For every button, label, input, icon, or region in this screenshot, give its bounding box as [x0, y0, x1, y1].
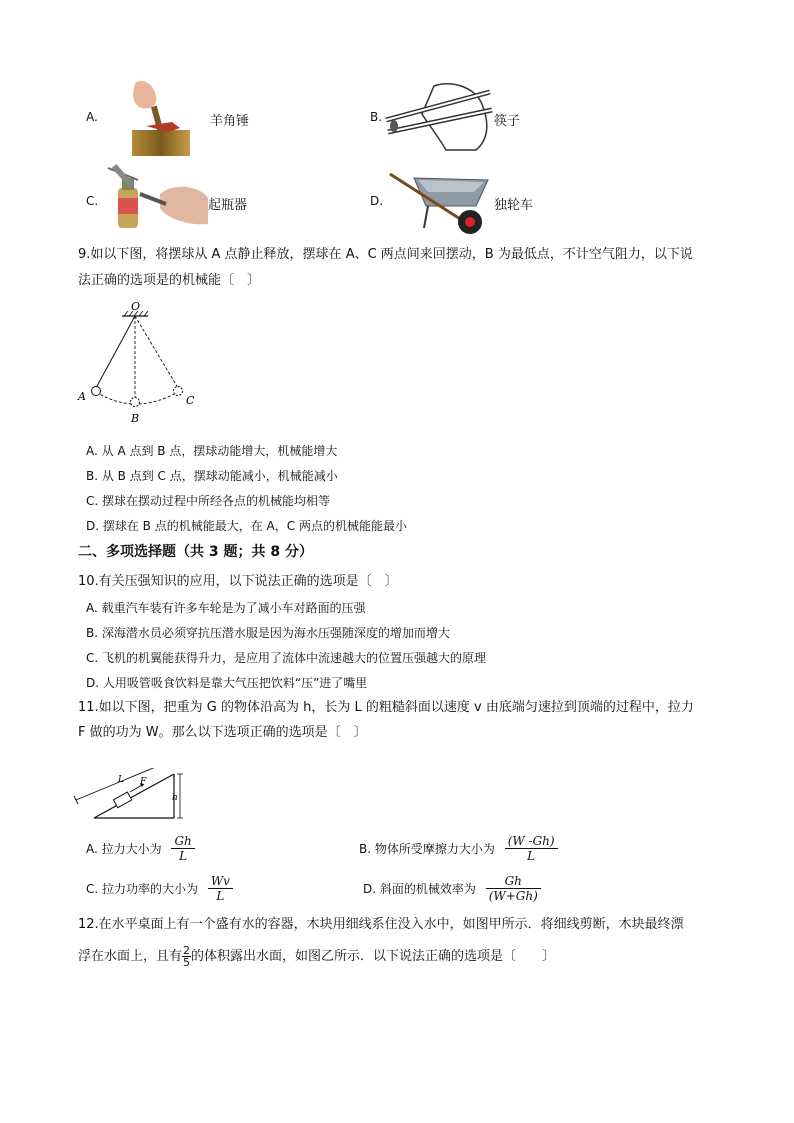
fraction-denominator: L	[216, 889, 225, 903]
fraction-numerator: Gh	[171, 834, 194, 849]
q11-option-c-text: C. 拉力功率的大小为	[86, 882, 199, 896]
q11-option-d-text: D. 斜面的机械效率为	[363, 882, 476, 896]
bottle-opener-image	[104, 164, 210, 228]
q11-option-a[interactable]	[86, 834, 195, 863]
option-letter-b: B.	[370, 110, 383, 124]
label-l: L	[118, 775, 124, 785]
q12-stem-line1: 12.在水平桌面上有一个盛有水的容器，木块用细线系住没入水中，如图甲所示．将细线剪断，木块最终漂	[78, 917, 684, 932]
q11-option-d-fraction	[486, 874, 541, 903]
q11-option-b-text: B. 物体所受摩擦力大小为	[359, 842, 495, 856]
label-b: B	[131, 412, 140, 425]
q9-stem-line2: 法正确的选项是的机械能〔 〕	[78, 273, 261, 288]
q10-option-b[interactable]: B. 深海潜水员必须穿抗压潜水服是因为海水压强随深度的增加而增大	[86, 626, 450, 640]
fraction-numerator: Wv	[208, 874, 233, 889]
q9-option-d[interactable]: D. 摆球在 B 点的机械能最大，在 A，C 两点的机械能能最小	[86, 519, 407, 533]
q12-stem-line2	[78, 944, 555, 970]
q11-option-b-fraction	[505, 834, 558, 863]
option-label-c: 起瓶器	[208, 198, 248, 213]
fraction-numerator: (W -Gh)	[505, 834, 558, 849]
q9-option-c[interactable]: C. 摆球在摆动过程中所经各点的机械能均相等	[86, 494, 331, 508]
label-c: C	[186, 394, 195, 407]
label-a: A	[78, 390, 86, 403]
q11-option-b[interactable]	[359, 834, 558, 863]
q11-option-c[interactable]	[86, 874, 233, 903]
q9-option-b[interactable]: B. 从 B 点到 C 点，摆球动能减小，机械能减小	[86, 469, 338, 483]
option-letter-a: A.	[86, 110, 98, 124]
fraction-denominator: (W+Gh)	[488, 889, 538, 903]
fraction-numerator: Gh	[486, 874, 541, 889]
q12-fraction	[182, 945, 191, 968]
q11-option-a-text: A. 拉力大小为	[86, 842, 162, 856]
option-label-d: 独轮车	[494, 198, 534, 213]
q9-stem-line1: 9.如以下图，将摆球从 A 点静止释放，摆球在 A、C 两点间来回摆动，B 为最低点，不计空气阻力，以下说	[78, 247, 693, 262]
fraction-denominator: L	[527, 849, 536, 863]
incline-diagram	[70, 768, 188, 822]
q9-option-a[interactable]: A. 从 A 点到 B 点，摆球动能增大，机械能增大	[86, 444, 338, 458]
label-h: h	[172, 793, 178, 803]
option-letter-c: C.	[86, 194, 99, 208]
q10-option-d[interactable]: D. 人用吸管吸食饮料是靠大气压把饮料“压”进了嘴里	[86, 676, 368, 690]
fraction-numerator: 2	[183, 944, 191, 957]
q11-stem-line2: F 做的功为 W。那么以下选项正确的选项是〔 〕	[78, 725, 367, 740]
q11-option-c-fraction	[208, 874, 233, 903]
q10-stem: 10.有关压强知识的应用，以下说法正确的选项是〔 〕	[78, 574, 398, 589]
pendulum-diagram	[74, 298, 204, 426]
fraction-denominator: 5	[183, 956, 191, 969]
wheelbarrow-image	[388, 162, 494, 240]
claw-hammer-image	[128, 78, 192, 158]
option-letter-d: D.	[370, 194, 384, 208]
q12-text-before-fraction: 浮在水面上，且有	[78, 949, 183, 964]
section-heading: 二、多项选择题（共 3 题；共 8 分）	[78, 544, 313, 560]
q10-option-c[interactable]: C. 飞机的机翼能获得升力，是应用了流体中流速越大的位置压强越大的原理	[86, 651, 487, 665]
q12-text-after-fraction: 的体积露出水面，如图乙所示．以下说法正确的选项是〔 〕	[191, 949, 556, 964]
option-label-b: 筷子	[494, 114, 521, 129]
chopsticks-image	[384, 80, 494, 154]
option-label-a: 羊角锤	[210, 114, 250, 129]
q10-option-a[interactable]: A. 载重汽车装有许多车轮是为了减小车对路面的压强	[86, 601, 366, 615]
q11-option-d[interactable]	[363, 874, 541, 903]
label-o: O	[131, 300, 141, 313]
fraction-denominator: L	[179, 849, 188, 863]
q11-stem-line1: 11.如以下图，把重为 G 的物体沿高为 h，长为 L 的粗糙斜面以速度 v 由底端匀速拉到顶端的过程中，拉力	[78, 700, 694, 715]
q11-option-a-fraction	[171, 834, 194, 863]
label-f: F	[140, 777, 147, 787]
